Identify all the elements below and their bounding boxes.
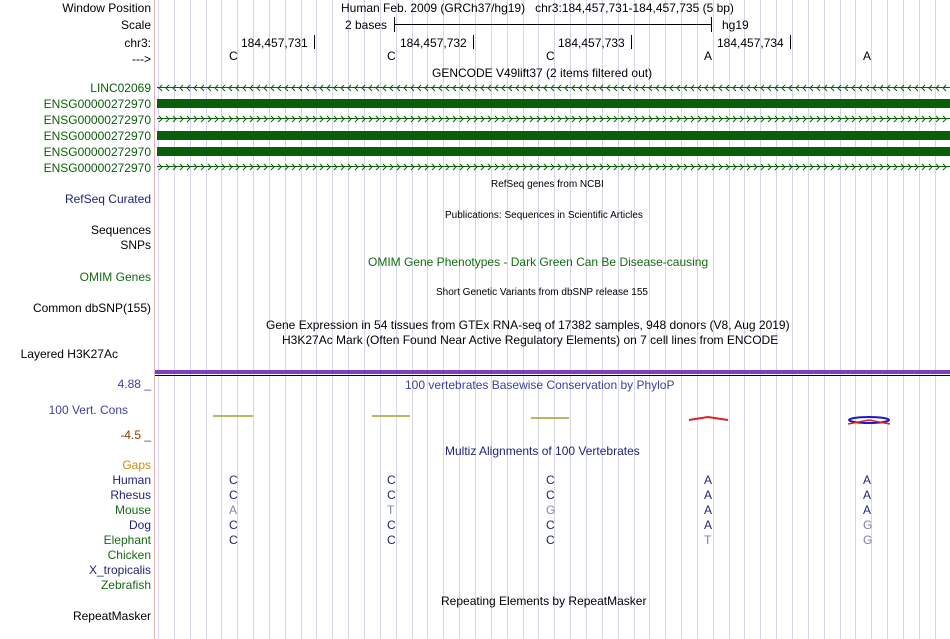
- refseq-curated-label[interactable]: RefSeq Curated: [64, 192, 151, 206]
- publications-title: Publications: Sequences in Scientific Articles: [445, 210, 643, 221]
- scale-value: 2 bases: [345, 18, 388, 32]
- ref-base-5: A: [863, 49, 872, 63]
- multiz-title: Multiz Alignments of 100 Vertebrates: [445, 444, 640, 458]
- aligned-base: C: [229, 533, 238, 547]
- aligned-base: A: [863, 488, 872, 502]
- species-label-elephant[interactable]: Elephant: [103, 533, 151, 547]
- cons-min-label: -4.5 _: [120, 428, 151, 442]
- omim-genes-label[interactable]: OMIM Genes: [79, 270, 151, 284]
- position-label-3: 184,457,733: [558, 36, 625, 50]
- chrom-label: chr3:: [124, 36, 151, 50]
- aligned-base: A: [704, 473, 713, 487]
- aligned-base: C: [546, 473, 555, 487]
- cons-max-label: 4.88 _: [117, 377, 151, 391]
- aligned-base: A: [863, 503, 872, 517]
- aligned-base: C: [546, 533, 555, 547]
- repeatmasker-label[interactable]: RepeatMasker: [72, 609, 151, 623]
- common-dbsnp-label[interactable]: Common dbSNP(155): [32, 301, 151, 315]
- aligned-base: C: [387, 533, 396, 547]
- gene-label-ensg-5[interactable]: ENSG00000272970: [43, 161, 151, 175]
- species-label-zebrafish[interactable]: Zebrafish: [100, 578, 151, 592]
- aligned-base: C: [229, 488, 238, 502]
- gene-label-linc02069[interactable]: LINC02069: [90, 81, 151, 95]
- scale-label: Scale: [120, 18, 151, 32]
- window-position-value: Human Feb. 2009 (GRCh37/hg19) chr3:184,457,731-184,457,735 (5 bp): [341, 1, 734, 15]
- aligned-base: A: [704, 518, 713, 532]
- aligned-base: C: [546, 518, 555, 532]
- aligned-base: C: [546, 488, 555, 502]
- gaps-label[interactable]: Gaps: [122, 458, 151, 472]
- dbsnp-title: Short Genetic Variants from dbSNP release 155: [436, 287, 648, 298]
- species-label-rhesus[interactable]: Rhesus: [110, 488, 151, 502]
- aligned-base: T: [704, 533, 712, 547]
- aligned-base: A: [863, 473, 872, 487]
- aligned-base: A: [704, 488, 713, 502]
- aligned-base: A: [229, 503, 238, 517]
- position-label-1: 184,457,731: [241, 36, 308, 50]
- aligned-base: C: [229, 473, 238, 487]
- aligned-base: G: [863, 518, 873, 532]
- window-position-label: Window Position: [62, 1, 151, 15]
- scale-assembly: hg19: [722, 18, 749, 32]
- ref-base-4: A: [704, 49, 713, 63]
- omim-title: OMIM Gene Phenotypes - Dark Green Can Be Disease-causing: [368, 255, 709, 269]
- aligned-base: T: [387, 503, 395, 517]
- gene-label-ensg-3[interactable]: ENSG00000272970: [43, 129, 151, 143]
- ref-base-3: C: [546, 49, 555, 63]
- gene-label-ensg-1[interactable]: ENSG00000272970: [43, 97, 151, 111]
- aligned-base: C: [387, 488, 396, 502]
- aligned-base: A: [704, 503, 713, 517]
- snps-label[interactable]: SNPs: [120, 238, 151, 252]
- position-label-4: 184,457,734: [717, 36, 784, 50]
- species-label-dog[interactable]: Dog: [128, 518, 151, 532]
- conservation-title: 100 vertebrates Basewise Conservation by PhyloP: [405, 378, 675, 392]
- species-label-mouse[interactable]: Mouse: [114, 503, 151, 517]
- aligned-base: C: [387, 518, 396, 532]
- gene-label-ensg-4[interactable]: ENSG00000272970: [43, 145, 151, 159]
- ref-base-2: C: [387, 49, 396, 63]
- species-label-xtropicalis[interactable]: X_tropicalis: [88, 563, 151, 577]
- gene-label-ensg-2[interactable]: ENSG00000272970: [43, 113, 151, 127]
- track-labels-panel: [0, 0, 155, 639]
- ref-base-1: C: [229, 49, 238, 63]
- track-image-panel[interactable]: [155, 0, 950, 639]
- strand-label: --->: [132, 52, 151, 66]
- refseq-title: RefSeq genes from NCBI: [491, 179, 604, 190]
- aligned-base: C: [387, 473, 396, 487]
- layered-h3k27ac-label[interactable]: Layered H3K27Ac: [20, 347, 118, 361]
- vert-cons-label[interactable]: 100 Vert. Cons: [48, 403, 128, 417]
- species-label-chicken[interactable]: Chicken: [107, 548, 151, 562]
- gtex-title: Gene Expression in 54 tissues from GTEx RNA-seq of 17382 samples, 948 donors (V8, Aug 2019): [266, 318, 790, 332]
- gencode-title: GENCODE V49lift37 (2 items filtered out): [432, 66, 653, 80]
- aligned-base: G: [546, 503, 556, 517]
- h3k27ac-title: H3K27Ac Mark (Often Found Near Active Regulatory Elements) on 7 cell lines from ENCODE: [282, 333, 779, 347]
- aligned-base: G: [863, 533, 873, 547]
- cons-mark-4: [689, 417, 728, 420]
- position-label-2: 184,457,732: [400, 36, 467, 50]
- aligned-base: C: [229, 518, 238, 532]
- species-label-human[interactable]: Human: [112, 473, 151, 487]
- repeatmasker-title: Repeating Elements by RepeatMasker: [441, 594, 647, 608]
- sequences-label[interactable]: Sequences: [90, 223, 151, 237]
